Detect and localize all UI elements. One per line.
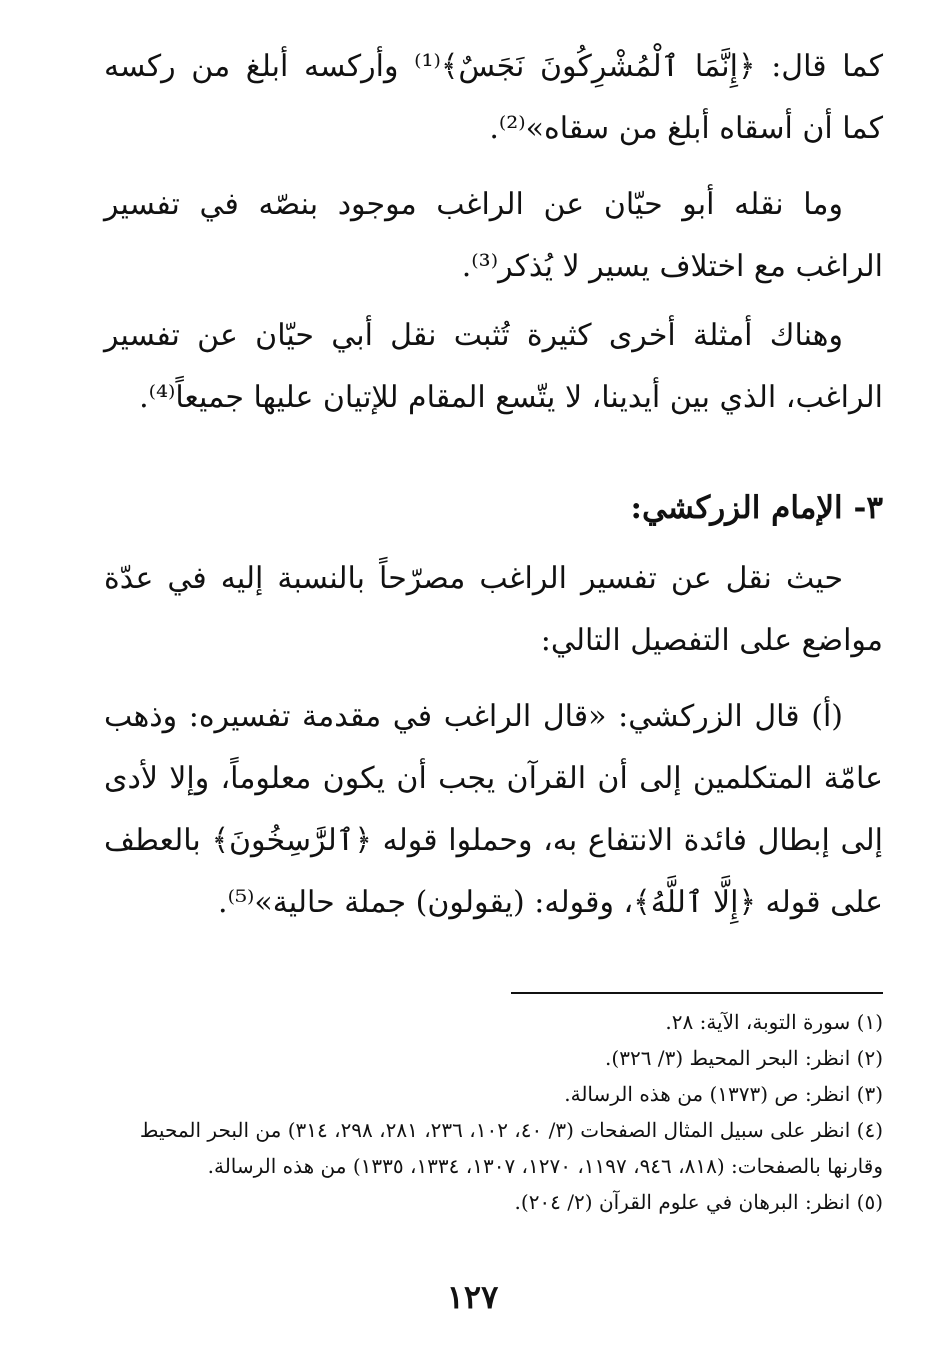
paragraph-more-examples: وهناك أمثلة أخرى كثيرة تُثبت نقل أبي حيّان عن تفسير الراغب، الذي بين أيدينا، لا يتّسع المقام للإتيان عليها جميعاً⁽⁴⁾. [104, 318, 883, 415]
footnote-2: (٢) انظر: البحر المحيط (٣/ ٣٢٦). [605, 1046, 883, 1070]
paragraph-quote-continuation: كما قال: ﴿إِنَّمَا ٱلْمُشْرِكُونَ نَجَسٌ﴾⁽¹⁾ وأركسه أبلغ من ركسه كما أن أسقاه أبلغ من سقاه»⁽²⁾. [104, 49, 883, 146]
footnote-separator [511, 992, 883, 994]
footnotes [104, 1004, 883, 1220]
page-number: ١٢٧ [446, 1278, 499, 1316]
footnote-3: (٣) انظر: ص (١٣٧٣) من هذه الرسالة. [564, 1082, 883, 1106]
section-heading-zarkashi: ٣- الإمام الزركشي: [630, 490, 883, 526]
paragraph-abu-hayyan-text: وما نقله أبو حيّان عن الراغب موجود بنصّه في تفسير الراغب مع اختلاف يسير لا يُذكر⁽³⁾. [104, 187, 883, 284]
footnote-4: (٤) انظر على سبيل المثال الصفحات (٣/ ٤٠، ١٠٢، ٢٣٦، ٢٨١، ٢٩٨، ٣١٤) من البحر المحيط وقارنها بالصفحات: (٨١٨، ٩٤٦، ١١٩٧، ١٢٧٠، ١٣٠٧، ١٣٣٤، ١٣٣٥) من هذه الرسالة. [139, 1118, 883, 1178]
footnote-5: (٥) انظر: البرهان في علوم القرآن (٢/ ٢٠٤). [514, 1190, 883, 1214]
footnote-1: (١) سورة التوبة، الآية: ٢٨. [665, 1010, 883, 1034]
paragraph-zarkashi-quote: (أ) قال الزركشي: «قال الراغب في مقدمة تفسيره: وذهب عامّة المتكلمين إلى أن القرآن يجب أن يكون معلوماً، وإلا لأدى إلى إبطال فائدة الانتفاع به، وحملوا قوله ﴿ٱلرَّٰسِخُونَ﴾ بالعطف على قوله ﴿إِلَّا ٱللَّهُ﴾، وقوله: (يقولون) جملة حالية»⁽⁵⁾. [104, 699, 883, 920]
paragraph-zarkashi-intro: حيث نقل عن تفسير الراغب مصرّحاً بالنسبة إليه في عدّة مواضع على التفصيل التالي: [104, 561, 883, 658]
